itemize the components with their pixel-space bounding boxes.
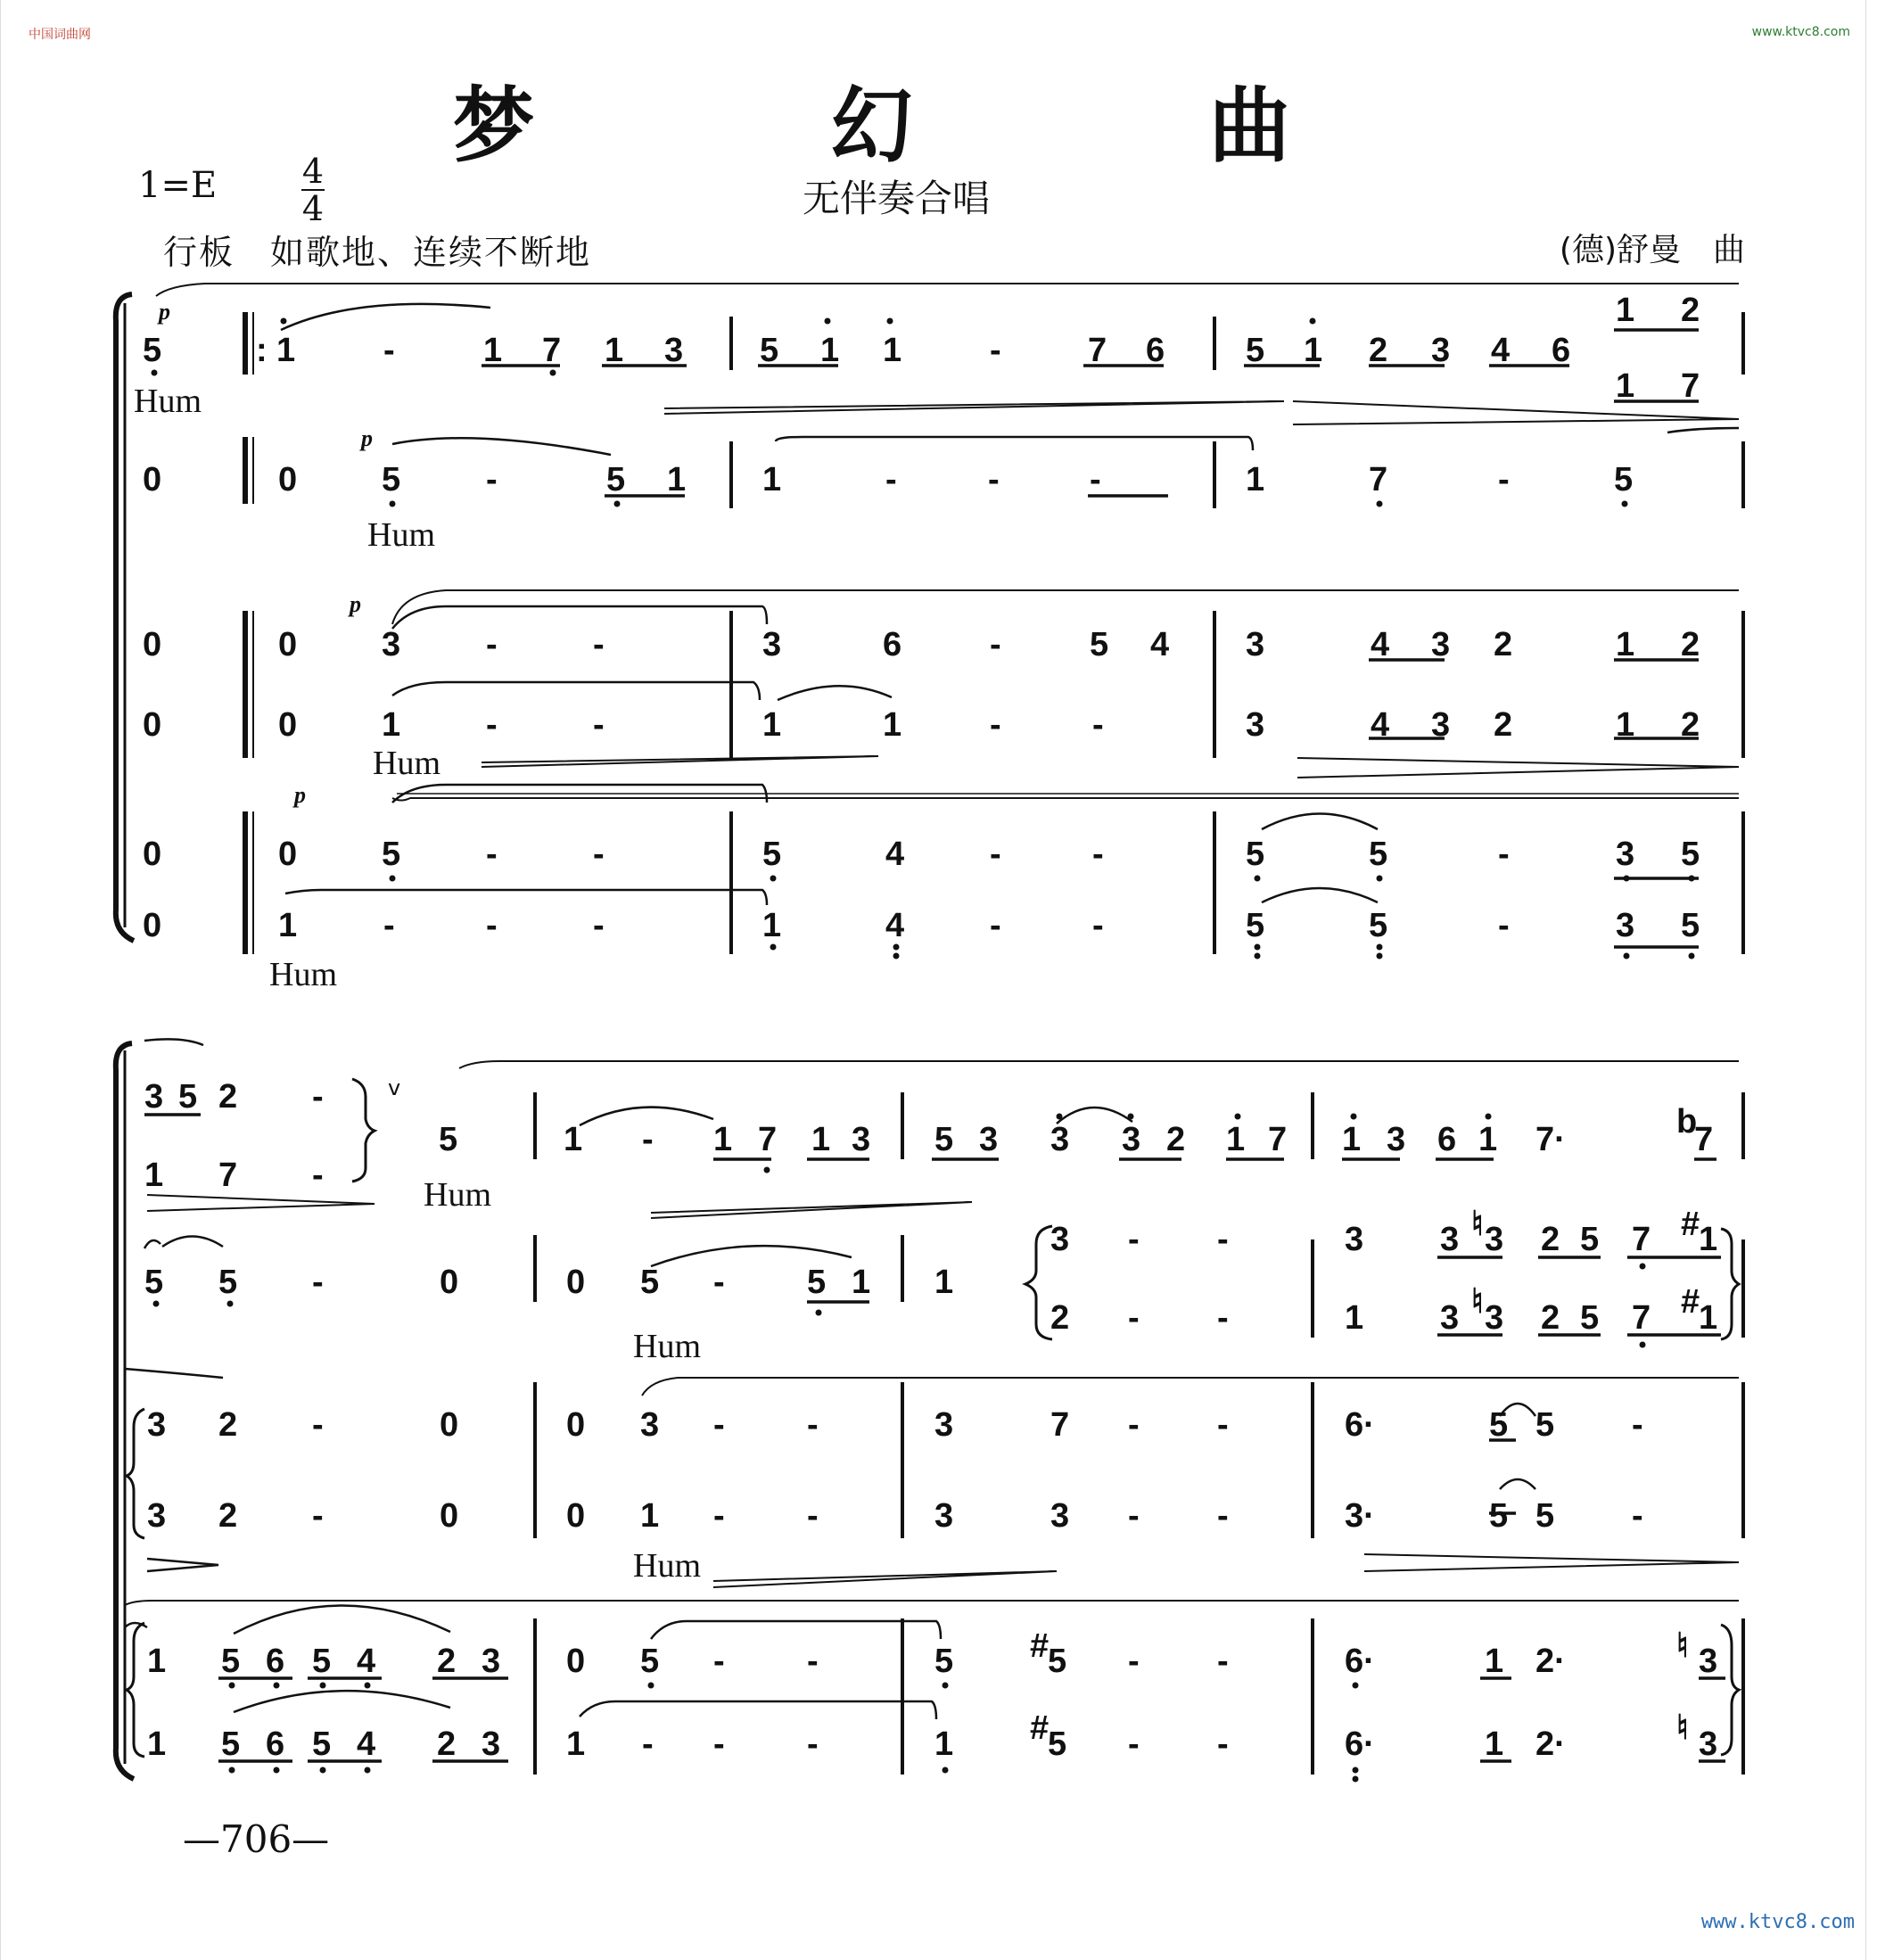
note: 6 [883, 626, 902, 663]
note: 0 [143, 461, 162, 498]
note: 1 [1478, 1121, 1498, 1158]
note: - [1632, 1497, 1643, 1535]
note: - [713, 1497, 725, 1535]
note: 4 [885, 836, 905, 873]
note: 3 [1616, 836, 1635, 873]
breath-mark: v [388, 1075, 401, 1100]
composer-credit: (德)舒曼 曲 [1559, 232, 1745, 268]
note: 3 [1246, 706, 1265, 744]
natural-sign: ♮ [1676, 1709, 1689, 1747]
note: - [1090, 461, 1101, 498]
lyric-hum: Hum [373, 745, 440, 782]
note: - [1128, 1221, 1140, 1258]
note: 1 [483, 332, 503, 369]
note: 3 [934, 1406, 954, 1444]
note: 1 [762, 907, 782, 944]
song-title: 梦 幻 曲 [452, 78, 1425, 174]
note: 3 [1485, 1221, 1504, 1258]
note: 3 [1699, 1643, 1718, 1680]
note: - [642, 1725, 654, 1763]
note: 1 [147, 1725, 167, 1763]
note: - [312, 1406, 324, 1444]
note: 2 [1541, 1299, 1560, 1337]
note: 5 [762, 836, 782, 873]
lyric-hum: Hum [424, 1176, 491, 1214]
note: - [1217, 1497, 1229, 1535]
note: 3 [147, 1497, 167, 1535]
sharp-sign: # [1030, 1627, 1050, 1665]
note: 5 [144, 1264, 164, 1301]
note: 6· [1345, 1406, 1375, 1444]
note: 5 [807, 1264, 827, 1301]
note: 3 [852, 1121, 871, 1158]
note: 0 [566, 1643, 586, 1680]
note: - [486, 706, 498, 744]
note: - [807, 1497, 819, 1535]
note: 0 [143, 626, 162, 663]
note: 0 [566, 1406, 586, 1444]
note: - [1217, 1643, 1229, 1680]
note: 0 [566, 1497, 586, 1535]
note: 1 [1616, 367, 1635, 405]
note: 0 [143, 836, 162, 873]
note: 6 [1552, 332, 1571, 369]
note: 0 [278, 836, 298, 873]
note: 1 [1616, 706, 1635, 744]
flat-sign: b [1676, 1103, 1698, 1141]
note: 2 [1369, 332, 1388, 369]
note: 1 [1699, 1221, 1718, 1258]
note: 6 [266, 1643, 285, 1680]
note: 0 [278, 706, 298, 744]
note: 1 [1616, 292, 1635, 329]
note: - [1217, 1299, 1229, 1337]
note: 3 [1431, 706, 1451, 744]
note: 3 [640, 1406, 660, 1444]
note: 2 [1050, 1299, 1070, 1337]
note: 3 [482, 1725, 501, 1763]
sharp-sign: # [1030, 1709, 1050, 1747]
note: 5 [312, 1725, 332, 1763]
note: 5 [1681, 907, 1700, 944]
note: 1 [1699, 1299, 1718, 1337]
site-label-right[interactable]: www.ktvc8.com [1751, 25, 1850, 39]
note: 5 [1246, 836, 1265, 873]
key-signature: 1=E [138, 165, 218, 206]
note: 3 [1431, 332, 1451, 369]
lyric-hum: Hum [633, 1547, 701, 1585]
note: 1 [1226, 1121, 1246, 1158]
subtitle: 无伴奏合唱 [803, 177, 991, 220]
note: 4 [885, 907, 905, 944]
note: - [1092, 907, 1104, 944]
note: - [312, 1497, 324, 1535]
dynamic-p: p [159, 299, 170, 325]
note: 3 [144, 1078, 164, 1116]
note: - [383, 332, 395, 369]
note: 7 [1681, 367, 1700, 405]
time-signature-top: 4 [301, 152, 325, 191]
note: 4 [1491, 332, 1511, 369]
note: 3 [762, 626, 782, 663]
note: - [1128, 1643, 1140, 1680]
note: - [312, 1157, 324, 1194]
note: - [486, 461, 498, 498]
note: - [593, 626, 605, 663]
note: 0 [278, 626, 298, 663]
natural-sign: ♮ [1471, 1283, 1484, 1321]
note: 2 [1681, 626, 1700, 663]
note: 3 [1440, 1299, 1460, 1337]
note: - [1217, 1221, 1229, 1258]
note: 1 [147, 1643, 167, 1680]
note: 5 [382, 836, 401, 873]
note: - [1128, 1725, 1140, 1763]
note: 1 [1485, 1643, 1504, 1680]
note: 0 [440, 1497, 459, 1535]
note: 7 [758, 1121, 778, 1158]
note: 7 [1088, 332, 1107, 369]
note: 6 [266, 1725, 285, 1763]
note: 1 [713, 1121, 733, 1158]
natural-sign: ♮ [1676, 1627, 1689, 1665]
note: 7· [1535, 1121, 1566, 1158]
note: 3 [1050, 1221, 1070, 1258]
note: 3 [1050, 1497, 1070, 1535]
note: - [1498, 461, 1510, 498]
note: 3 [1122, 1121, 1141, 1158]
note: 5 [1489, 1406, 1509, 1444]
note: - [990, 907, 1001, 944]
note: 1 [382, 706, 401, 744]
note: 5 [934, 1121, 954, 1158]
note: 5 [312, 1643, 332, 1680]
note: 2 [1681, 706, 1700, 744]
note: 1 [1345, 1299, 1364, 1337]
note: 5 [1369, 907, 1388, 944]
note: 5 [143, 332, 162, 369]
note: : [256, 332, 268, 369]
note: 1 [144, 1157, 164, 1194]
note: 1 [820, 332, 840, 369]
lyric-hum: Hum [633, 1328, 701, 1365]
note: 2· [1535, 1725, 1566, 1763]
note: - [885, 461, 897, 498]
note: 3 [934, 1497, 954, 1535]
note: 2 [1541, 1221, 1560, 1258]
note: 6 [1437, 1121, 1457, 1158]
note: 1 [1485, 1725, 1504, 1763]
note: 1 [934, 1725, 954, 1763]
note: - [713, 1406, 725, 1444]
note: 5 [1246, 907, 1265, 944]
dynamic-p: p [361, 425, 373, 451]
note: 7 [218, 1157, 238, 1194]
note: - [1632, 1406, 1643, 1444]
note: 6 [1146, 332, 1165, 369]
note: 5 [1048, 1643, 1067, 1680]
note: 5 [1580, 1221, 1600, 1258]
note: - [988, 461, 1000, 498]
system-1-notes [143, 292, 1700, 944]
note: 2 [1494, 706, 1513, 744]
note: 3 [979, 1121, 999, 1158]
note: - [990, 626, 1001, 663]
note: - [593, 907, 605, 944]
note: 1 [811, 1121, 831, 1158]
note: 1 [276, 332, 296, 369]
note: - [1217, 1725, 1229, 1763]
note: - [1092, 706, 1104, 744]
note: 0 [143, 706, 162, 744]
note: 0 [278, 461, 298, 498]
note: 5 [221, 1725, 241, 1763]
note: 3 [1431, 626, 1451, 663]
note: - [642, 1121, 654, 1158]
note: 3 [1699, 1725, 1718, 1763]
note: 5 [1369, 836, 1388, 873]
note: 5 [1489, 1497, 1509, 1535]
sharp-sign: # [1681, 1283, 1700, 1321]
note: 1 [566, 1725, 586, 1763]
note: - [1128, 1299, 1140, 1337]
note: 7 [1632, 1221, 1651, 1258]
note: 5 [439, 1121, 458, 1158]
note: 7 [1632, 1299, 1651, 1337]
site-label-left[interactable]: 中国词曲网 [29, 28, 91, 42]
note: 2 [437, 1643, 457, 1680]
lyric-hum: Hum [367, 516, 435, 554]
note: 7 [1369, 461, 1388, 498]
note: - [807, 1406, 819, 1444]
note: 2 [437, 1725, 457, 1763]
note: 1 [852, 1264, 871, 1301]
page-number: —706— [183, 1817, 330, 1861]
note: 1 [278, 907, 298, 944]
note: - [312, 1264, 324, 1301]
note: - [990, 332, 1001, 369]
note: 5 [218, 1264, 238, 1301]
note: - [1498, 907, 1510, 944]
note: 0 [440, 1264, 459, 1301]
dynamic-p: p [350, 591, 361, 617]
note: 3 [1387, 1121, 1406, 1158]
note: - [383, 907, 395, 944]
note: 5 [1681, 836, 1700, 873]
note: - [593, 706, 605, 744]
note: 5 [760, 332, 779, 369]
watermark: www.ktvc8.com [1700, 1911, 1855, 1933]
note: 5 [640, 1264, 660, 1301]
sharp-sign: # [1681, 1206, 1700, 1243]
note: 3 [382, 626, 401, 663]
lyrics [134, 383, 701, 1585]
note: 3· [1345, 1497, 1375, 1535]
note: - [713, 1264, 725, 1301]
dynamic-p: p [294, 782, 306, 808]
note: 5 [382, 461, 401, 498]
note: 7 [542, 332, 562, 369]
note: 7 [1050, 1406, 1070, 1444]
note: 1 [1246, 461, 1265, 498]
note: 2 [1681, 292, 1700, 329]
note: 1 [883, 332, 902, 369]
note: - [486, 836, 498, 873]
note: 5 [1090, 626, 1109, 663]
system-2-notes [144, 1078, 1717, 1763]
note: 1 [883, 706, 902, 744]
time-signature-bottom: 4 [301, 189, 325, 228]
note: 4 [1371, 626, 1390, 663]
note: 5 [1535, 1406, 1555, 1444]
note: - [1128, 1497, 1140, 1535]
note: 3 [1246, 626, 1265, 663]
note: 3 [1050, 1121, 1070, 1158]
note: 7 [1268, 1121, 1288, 1158]
note: 5 [1580, 1299, 1600, 1337]
note: 3 [1345, 1221, 1364, 1258]
note: 2 [1494, 626, 1513, 663]
note: - [486, 626, 498, 663]
note: 3 [147, 1406, 167, 1444]
note: - [1217, 1406, 1229, 1444]
note: 5 [178, 1078, 198, 1116]
note: 5 [606, 461, 626, 498]
natural-sign: ♮ [1471, 1206, 1484, 1243]
note: 5 [640, 1643, 660, 1680]
note: 1 [667, 461, 687, 498]
note: 1 [934, 1264, 954, 1301]
note: - [990, 706, 1001, 744]
note: 1 [762, 706, 782, 744]
note: 6· [1345, 1725, 1375, 1763]
lyric-hum: Hum [269, 956, 337, 993]
note: 0 [566, 1264, 586, 1301]
note: - [312, 1078, 324, 1116]
note: 3 [482, 1643, 501, 1680]
note: 5 [1246, 332, 1265, 369]
note: 5 [1048, 1725, 1067, 1763]
note: - [807, 1725, 819, 1763]
note: 2 [1166, 1121, 1186, 1158]
note: 0 [143, 907, 162, 944]
note: - [1498, 836, 1510, 873]
note: 4 [357, 1725, 376, 1763]
note: - [713, 1725, 725, 1763]
note: 3 [1485, 1299, 1504, 1337]
note: 2· [1535, 1643, 1566, 1680]
note: 3 [664, 332, 684, 369]
note: 1 [1304, 332, 1323, 369]
tempo-marking: 行板 如歌地、连续不断地 [163, 233, 592, 272]
note: - [486, 907, 498, 944]
note: 4 [1150, 626, 1170, 663]
note: 1 [762, 461, 782, 498]
note: - [593, 836, 605, 873]
note: 3 [1616, 907, 1635, 944]
note: 5 [934, 1643, 954, 1680]
note: 1 [564, 1121, 583, 1158]
note: 5 [221, 1643, 241, 1680]
note: 7 [1694, 1121, 1714, 1158]
note: 5 [1614, 461, 1634, 498]
note: 3 [1440, 1221, 1460, 1258]
note: 4 [357, 1643, 376, 1680]
lyric-hum: Hum [134, 383, 202, 420]
note: 4 [1371, 706, 1390, 744]
note: - [990, 836, 1001, 873]
note: 1 [1342, 1121, 1362, 1158]
note: - [1128, 1406, 1140, 1444]
note: 1 [1616, 626, 1635, 663]
note: 5 [1535, 1497, 1555, 1535]
note: 2 [218, 1406, 238, 1444]
note: - [713, 1643, 725, 1680]
note: 6· [1345, 1643, 1375, 1680]
note: 2 [218, 1078, 238, 1116]
note: 1 [605, 332, 624, 369]
note: 1 [640, 1497, 660, 1535]
note: 2 [218, 1497, 238, 1535]
note: 0 [440, 1406, 459, 1444]
note: - [807, 1643, 819, 1680]
note: - [1092, 836, 1104, 873]
